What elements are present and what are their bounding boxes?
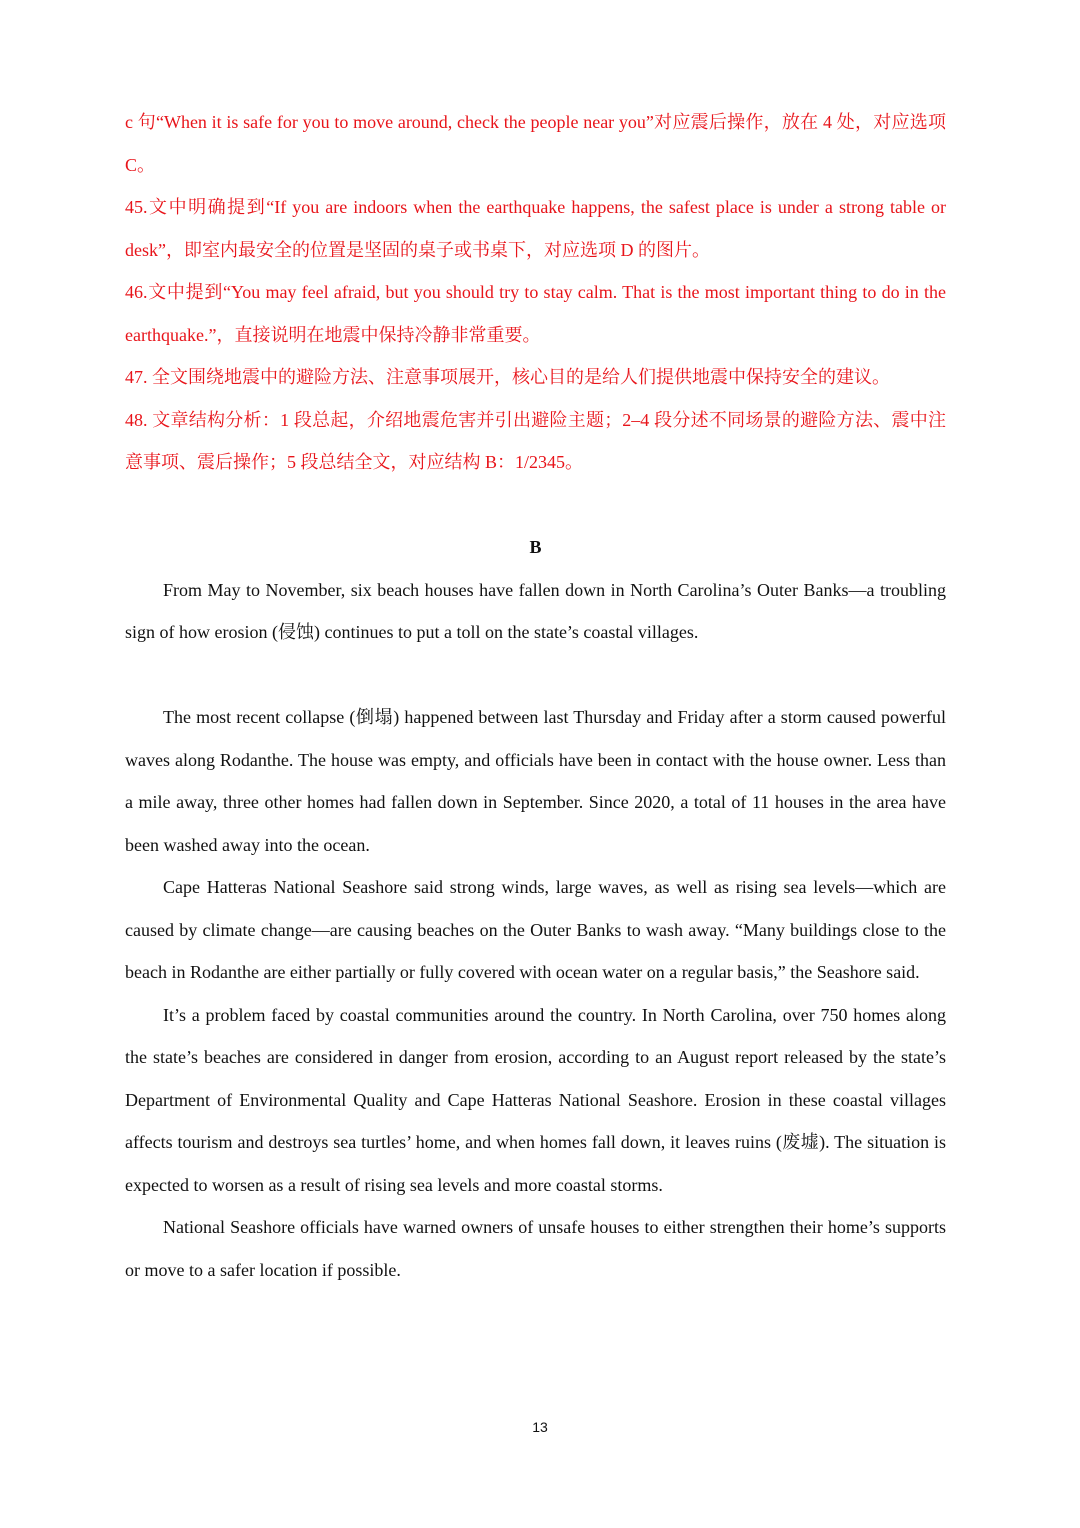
paragraph-gap: [125, 654, 946, 697]
passage-paragraph-2: The most recent collapse (倒塌) happened between last Thursday and Friday after a storm caused powerful waves along Rodanthe. The house was empty, and officials have been in contact with the house owner. Less than a mile away, three other homes had fallen down in September. Since 2020, a total of 11 houses in the area have been washed away into the ocean.: [125, 707, 946, 855]
page-content: [125, 101, 946, 1291]
passage-paragraph-4: It’s a problem faced by coastal communities around the country. In North Carolina, over 750 homes along the state’s beaches are considered in danger from erosion, according to an August report released by the state’s Department of Environmental Quality and Cape Hatteras National Seashore. Erosion in these coastal villages affects tourism and destroys sea turtles’ home, and when homes fall down, it leaves ruins (废墟). The situation is expected to worsen as a result of rising sea levels and more coastal storms.: [125, 1004, 946, 1195]
answer-note-48: 48. 文章结构分析：1 段总起，介绍地震危害并引出避险主题；2–4 段分述不同场景的避险方法、震中注意事项、震后操作；5 段总结全文，对应结构 B：1/2345。: [125, 409, 946, 472]
answer-note-47: 47. 全文围绕地震中的避险方法、注意事项展开，核心目的是给人们提供地震中保持安全的建议。: [125, 367, 890, 387]
answer-note-45: 45.文中明确提到“If you are indoors when the earthquake happens, the safest place is under a strong table or desk”，即室内最安全的位置是坚固的桌子或书桌下，对应选项 D 的图片。: [125, 197, 946, 260]
section-heading: B: [529, 537, 542, 557]
answer-note-46: 46.文中提到“You may feel afraid, but you should try to stay calm. That is the most important thing to do in the earthquake.”，直接说明在地震中保持冷静非常重要。: [125, 282, 946, 345]
passage-paragraph-3: Cape Hatteras National Seashore said strong winds, large waves, as well as rising sea levels—which are caused by climate change—are causing beaches on the Outer Banks to wash away. “Many buildings close to the beach in Rodanthe are either partially or fully covered with ocean water on a regular basis,” the Seashore said.: [125, 877, 946, 982]
answer-note-c: c 句“When it is safe for you to move around, check the people near you”对应震后操作，放在 4 处，对应选项 C。: [125, 112, 946, 175]
passage-paragraph-1: From May to November, six beach houses have fallen down in North Carolina’s Outer Banks—a troubling sign of how erosion (侵蚀) continues to put a toll on the state’s coastal villages.: [125, 579, 946, 642]
page-number: 13: [532, 1419, 548, 1435]
passage-paragraph-5: National Seashore officials have warned owners of unsafe houses to either strengthen their home’s supports or move to a safer location if possible.: [125, 1217, 946, 1280]
